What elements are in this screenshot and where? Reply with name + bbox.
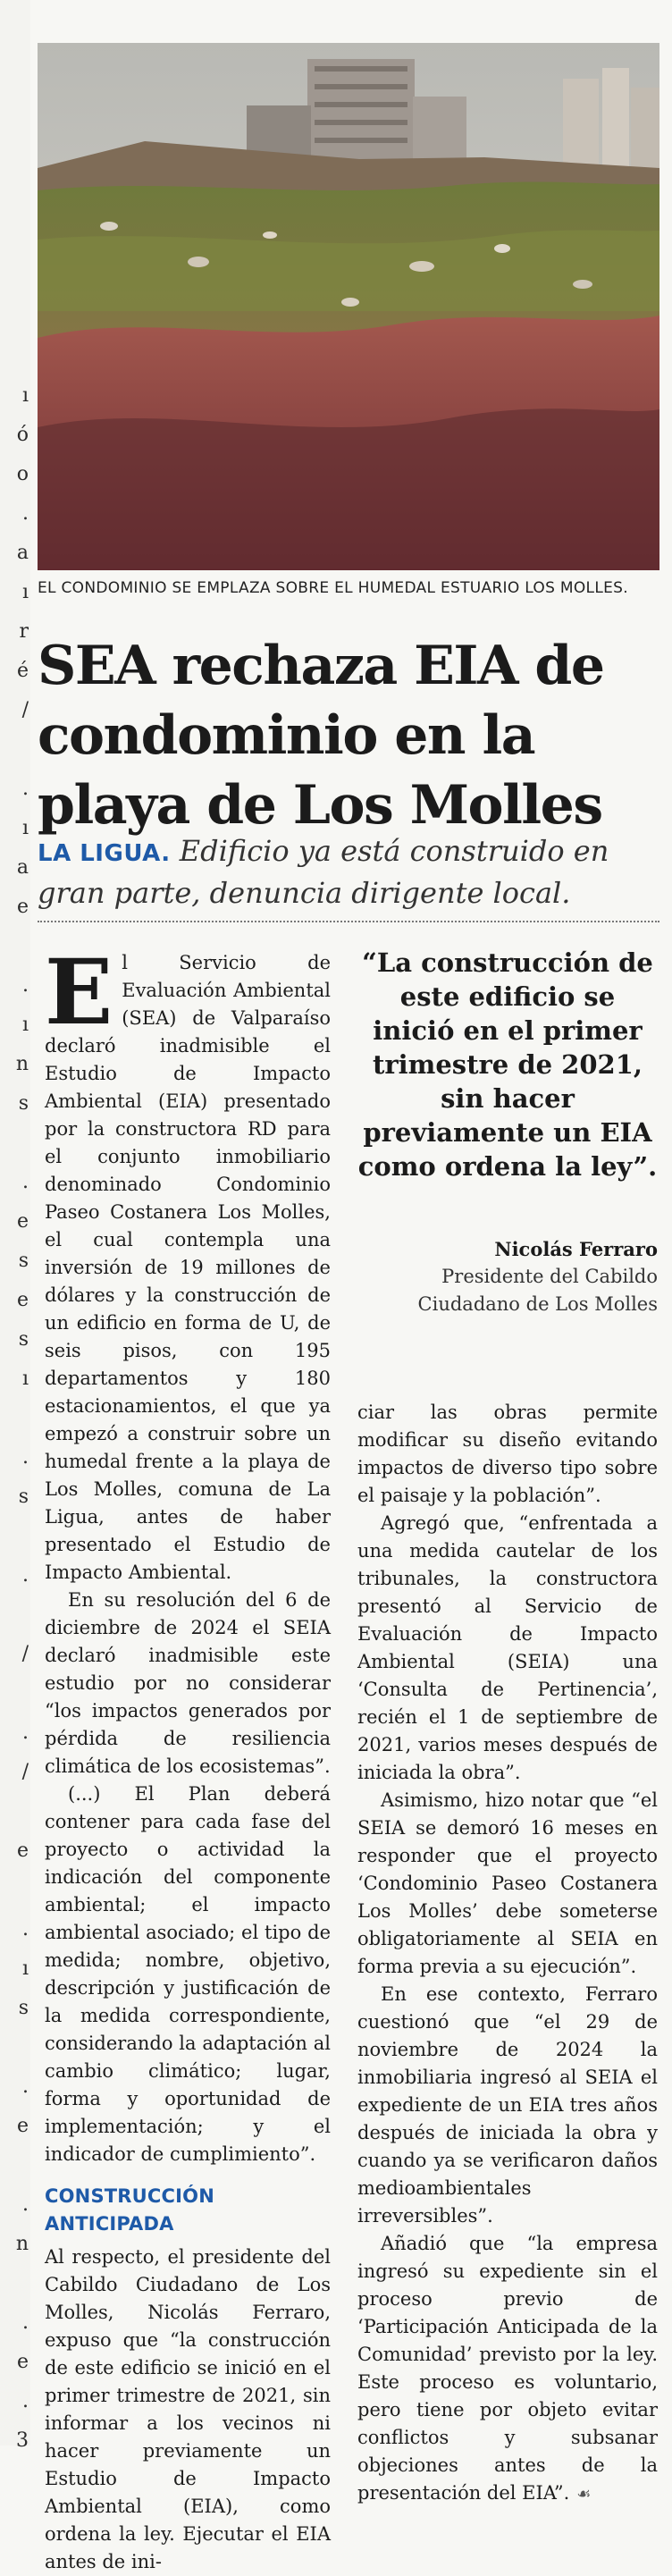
- margin-fragment: r: [19, 620, 29, 643]
- margin-fragment: /: [21, 699, 29, 721]
- margin-fragment: ı: [21, 1957, 29, 1980]
- article-photo: [38, 43, 659, 570]
- margin-fragment: é: [16, 660, 29, 682]
- article-paragraph: Agregó que, “enfrentada a una medida cautelar de los tribunales, la constructora presentó al Servicio de Evaluación de Impacto Ambiental (SEIA) una ‘Consulta de Pertinencia’, recién el 1 de septiembre de 2021, varios meses después de iniciada la obra”.: [357, 1512, 658, 1783]
- margin-fragment: .: [22, 502, 29, 525]
- margin-fragment: .: [22, 1722, 29, 1744]
- article-paragraph: (...) El Plan deberá contener para cada fase del proyecto o actividad la indicación del componente ambiental; el impacto ambiental asociado; el tipo de medida; nombre, objetivo, descripción y justificación de la medida correspondiente, considerando la adaptación al cambio climático; lugar, forma y oportunidad de implementación; y el indicador de cumplimiento”.: [45, 1783, 331, 2165]
- adjacent-column-fragment: [0, 0, 30, 2452]
- article-paragraph: [357, 2230, 658, 2508]
- pull-quote: “La construcción de este edificio se inició en el primer trimestre de 2021, sin hacer previamente un EIA como ordena la ley”.: [357, 947, 658, 1182]
- margin-fragment: e: [16, 2351, 29, 2373]
- margin-fragment: ó: [16, 424, 29, 446]
- section-divider: [38, 921, 659, 922]
- margin-fragment: e: [16, 1289, 29, 1311]
- article-column-left: [45, 939, 331, 2576]
- quote-author-role: Ciudadano de Los Molles: [417, 1293, 658, 1315]
- margin-fragment: .: [22, 2311, 29, 2334]
- deck-text: Edificio ya está construido en gran parte, denuncia dirigente local.: [38, 834, 609, 910]
- margin-fragment: .: [22, 1918, 29, 1940]
- pull-quote-attribution: [357, 1235, 658, 1318]
- subheading: CONSTRUCCIÓN ANTICIPADA: [45, 2185, 214, 2235]
- margin-fragment: 3: [16, 2429, 29, 2452]
- drop-cap: E: [45, 939, 113, 1045]
- margin-fragment: o: [16, 463, 29, 485]
- margin-fragment: ı: [21, 1368, 29, 1390]
- margin-fragment: n: [15, 1053, 29, 1075]
- margin-fragment: e: [16, 1210, 29, 1233]
- article-paragraph: En su resolución del 6 de diciembre de 2024 el SEIA declaró inadmisible este estudio por no considerar “los impactos generados por pérdida de resiliencia climática de los ecosistemas”.: [45, 1589, 331, 1777]
- quote-author-name: Nicolás Ferraro: [494, 1238, 658, 1260]
- margin-fragment: /: [21, 1761, 29, 1783]
- margin-fragment: .: [22, 1171, 29, 1193]
- article-paragraph: Al respecto, el presidente del Cabildo Ciudadano de Los Molles, Nicolás Ferraro, expuso que “la construcción de este edificio se inició en el primer trimestre de 2021, sin informar a los vecinos ni hacer previamente un Estudio de Impacto Ambiental (EIA), como ordena la ley. Ejecutar el EIA antes de ini-: [45, 2246, 331, 2572]
- margin-fragment: .: [22, 2075, 29, 2098]
- margin-fragment: ı: [21, 384, 29, 407]
- article-paragraph: En ese contexto, Ferraro cuestionó que “el 29 de noviembre de 2024 la inmobiliaria ingresó al SEIA el expediente de un EIA tres años después de iniciada la obra y cuando ya se verificaron daños medioambientales irreversibles”.: [357, 1983, 658, 2227]
- margin-fragment: n: [15, 2233, 29, 2255]
- margin-fragment: .: [22, 974, 29, 997]
- quote-author-role: Presidente del Cabildo: [441, 1266, 658, 1287]
- article-paragraph: ciar las obras permite modificar su diseño evitando impactos de diverso tipo sobre el paisaje y la población”.: [357, 1402, 658, 1506]
- paragraph-text: l Servicio de Evaluación Ambiental (SEA) de Valparaíso declaró inadmisible el Estudio de Impacto Ambiental (EIA) presentado por la constructora RD para el conjunto inmobiliario denominado Condominio Paseo Costanera Los Molles, el cual contempla una inversión de 19 millones de dólares y la construcción de un edificio en forma de U, de seis pisos, con 195 departamentos y 180 estacionamientos, el que ya empezó a construir sobre un humedal frente a la playa de Los Molles, comuna de La Ligua, antes de haber presentado el Estudio de Impacto Ambiental.: [45, 952, 331, 1583]
- margin-fragment: s: [18, 1486, 29, 1508]
- article-column-right: [357, 1399, 658, 2508]
- article-paragraph: Asimismo, hizo notar que “el SEIA se demoró 16 meses en responder que el proyecto ‘Condominio Paseo Costanera Los Molles’ debe someterse obligatoriamente al SEIA en forma previa a su ejecución”.: [357, 1789, 658, 1977]
- margin-fragment: .: [22, 2390, 29, 2412]
- margin-fragment: ı: [21, 1014, 29, 1036]
- photo-caption: EL CONDOMINIO SE EMPLAZA SOBRE EL HUMEDAL ESTUARIO LOS MOLLES.: [38, 579, 628, 597]
- margin-fragment: .: [22, 1446, 29, 1469]
- margin-fragment: .: [22, 778, 29, 800]
- article-paragraph: [45, 939, 331, 1587]
- headline-line: playa de Los Molles: [38, 774, 602, 837]
- margin-fragment: s: [18, 1997, 29, 2019]
- margin-fragment: a: [16, 542, 29, 564]
- paragraph-text: Añadió que “la empresa ingresó su expediente sin el proceso previo de ‘Participación Anticipada de la Comunidad’ previsto por la ley. Este proceso es voluntario, pero tiene por objeto evitar conflictos y subsanar objeciones antes de la presentación del EIA”.: [357, 2233, 658, 2504]
- headline-line: condominio en la: [38, 704, 535, 767]
- margin-fragment: .: [22, 2193, 29, 2216]
- margin-fragment: .: [22, 1564, 29, 1587]
- end-mark-icon: ☙: [576, 2485, 592, 2504]
- margin-fragment: /: [21, 1643, 29, 1665]
- margin-fragment: s: [18, 1092, 29, 1115]
- margin-fragment: ı: [21, 817, 29, 839]
- headline-line: SEA rechaza EIA de: [38, 635, 604, 697]
- margin-fragment: e: [16, 1839, 29, 1862]
- margin-fragment: s: [18, 1250, 29, 1272]
- margin-fragment: e: [16, 2115, 29, 2137]
- margin-fragment: a: [16, 856, 29, 879]
- humedal-photo-illustration: [38, 43, 659, 570]
- margin-fragment: ı: [21, 581, 29, 603]
- margin-fragment: e: [16, 896, 29, 918]
- kicker-location: LA LIGUA.: [38, 840, 171, 867]
- margin-fragment: s: [18, 1328, 29, 1351]
- deck: [38, 831, 663, 913]
- headline: [38, 631, 663, 840]
